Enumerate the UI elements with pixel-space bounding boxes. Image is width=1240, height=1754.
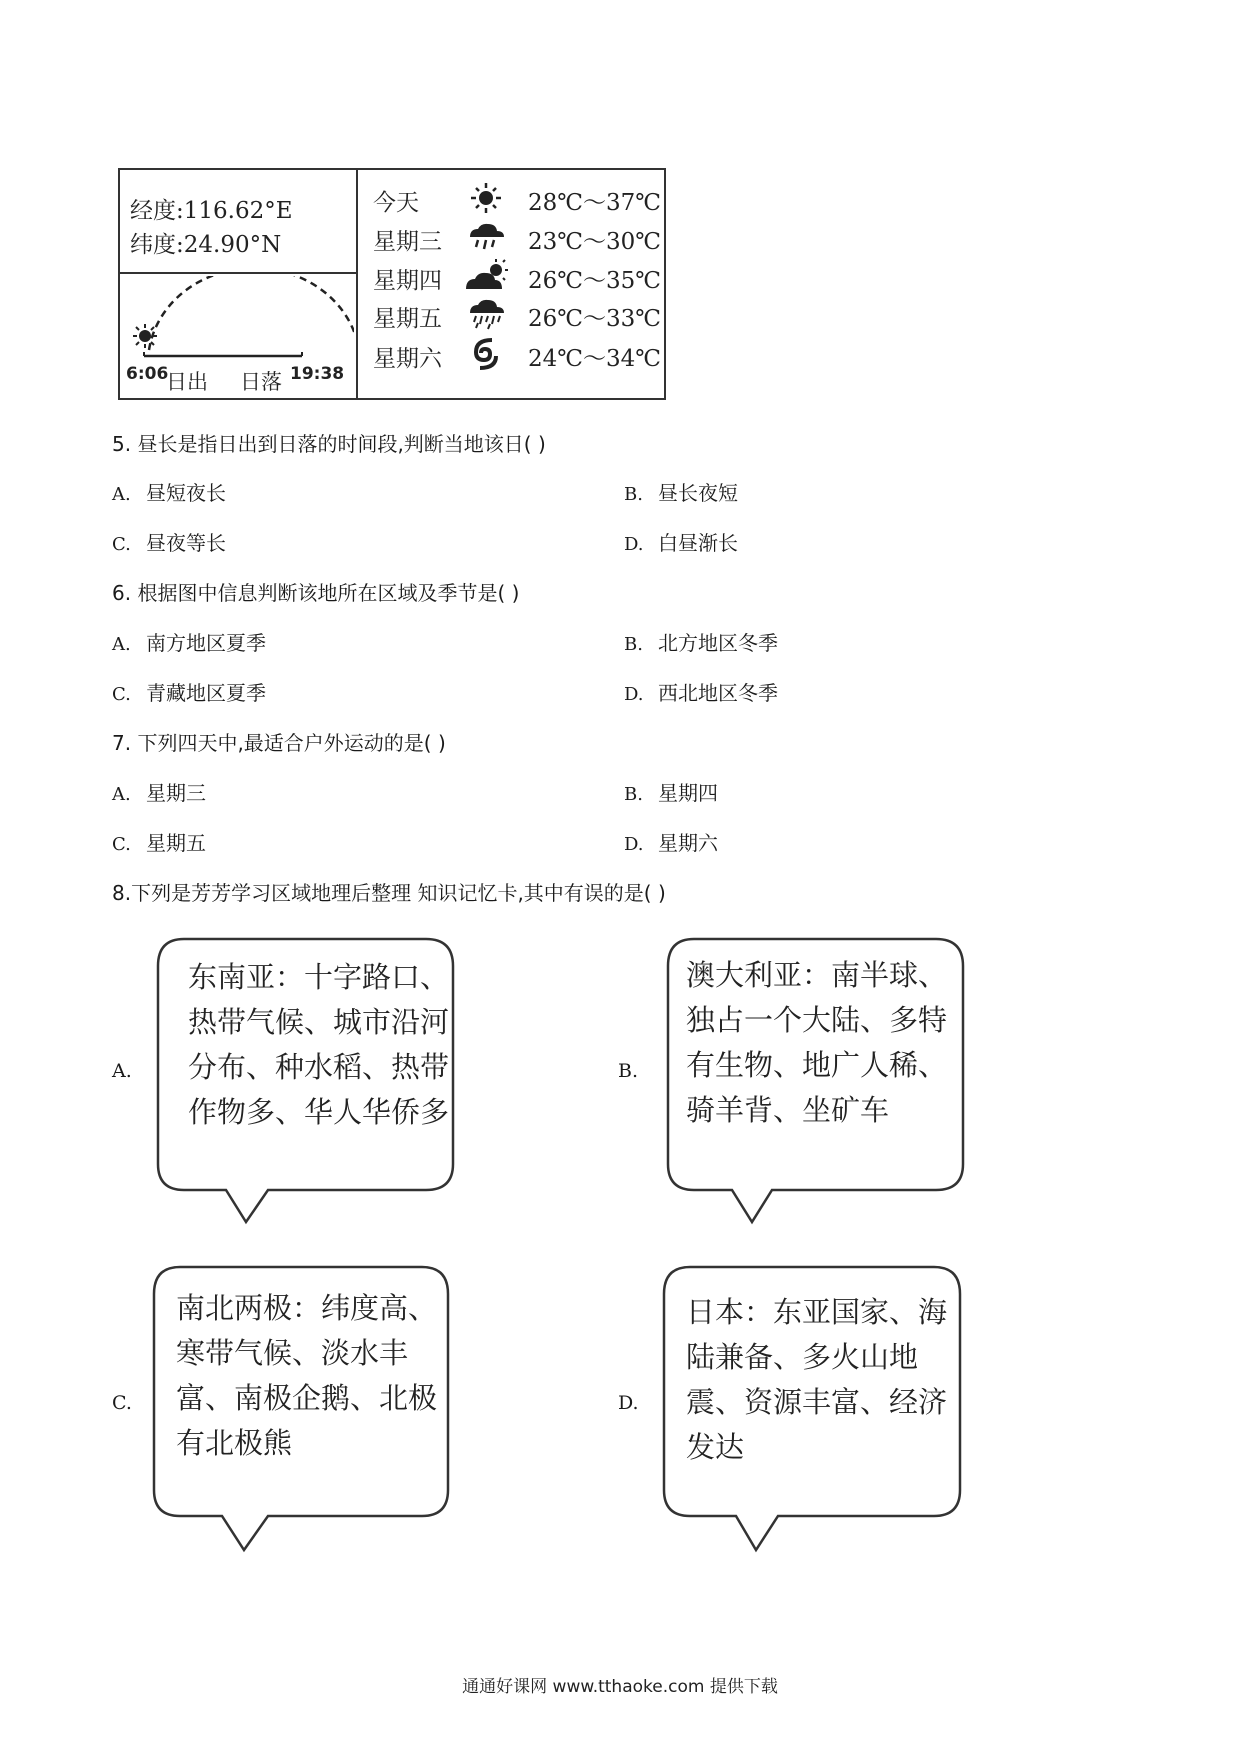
forecast-day: 星期四	[373, 268, 442, 294]
question-5-stem: 5. 昼长是指日出到日落的时间段,判断当地该日( )	[112, 432, 546, 456]
sunrise-time: 6:06	[126, 364, 169, 384]
longitude-text: 经度:116.62°E	[130, 198, 293, 224]
forecast-temp: 23℃～30℃	[528, 229, 661, 255]
question-6-option-b[interactable]	[624, 627, 778, 656]
option-text: 北方地区冬季	[658, 631, 778, 655]
option-letter: D.	[624, 534, 644, 555]
option-letter: B.	[624, 634, 643, 655]
question-7-option-c[interactable]	[112, 827, 206, 856]
sunset-label: 日落	[240, 370, 282, 394]
option-letter: D.	[624, 684, 644, 705]
figure-divider	[356, 168, 358, 400]
forecast-day: 星期六	[373, 346, 442, 372]
question-7-stem: 7. 下列四天中,最适合户外运动的是( )	[112, 731, 446, 755]
rain-icon	[464, 221, 508, 253]
latitude-text: 纬度:24.90°N	[130, 232, 282, 258]
option-text: 白昼渐长	[658, 531, 738, 555]
option-text: 星期五	[146, 831, 206, 855]
card-b-text: 澳大利亚：南半球、 独占一个大陆、多特 有生物、地广人稀、 骑羊背、坐矿车	[686, 958, 948, 1127]
sunset-time: 19:38	[290, 364, 345, 384]
figure-divider	[118, 272, 357, 274]
card-d-text: 日本：东亚国家、海 陆兼备、多火山地 震、资源丰富、经济 发达	[686, 1295, 948, 1464]
option-letter: B.	[624, 784, 643, 805]
typhoon-icon	[464, 338, 508, 370]
option-text: 西北地区冬季	[658, 681, 778, 705]
card-c-text: 南北两极：纬度高、 寒带气候、淡水丰 富、南极企鹅、北极 有北极熊	[176, 1291, 438, 1460]
question-5-option-c[interactable]	[112, 527, 226, 556]
question-7-option-b[interactable]	[624, 777, 718, 806]
option-text: 昼夜等长	[146, 531, 226, 555]
option-text: 昼短夜长	[146, 481, 226, 505]
partly-cloudy-icon	[464, 259, 508, 291]
question-8-stem: 8.下列是芳芳学习区域地理后整理 知识记忆卡,其中有误的是( )	[112, 881, 666, 905]
option-letter: C.	[112, 834, 131, 855]
question-7-option-d[interactable]	[624, 827, 718, 856]
heavy-rain-icon	[464, 298, 508, 330]
option-letter: A.	[112, 784, 131, 805]
question-6-stem: 6. 根据图中信息判断该地所在区域及季节是( )	[112, 581, 520, 605]
option-letter: B.	[624, 484, 643, 505]
forecast-day: 星期三	[373, 229, 442, 255]
option-text: 南方地区夏季	[146, 631, 266, 655]
card-a-letter: A.	[112, 1060, 132, 1082]
card-d-letter: D.	[618, 1392, 639, 1414]
forecast-day: 今天	[373, 190, 419, 216]
forecast-day: 星期五	[373, 306, 442, 332]
option-letter: C.	[112, 684, 131, 705]
question-6-option-d[interactable]	[624, 677, 778, 706]
option-letter: C.	[112, 534, 131, 555]
sunny-icon	[464, 182, 508, 214]
sunrise-label: 日出	[166, 370, 208, 394]
card-b-letter: B.	[618, 1060, 639, 1082]
option-text: 星期四	[658, 781, 718, 805]
forecast-temp: 28℃～37℃	[528, 190, 661, 216]
option-text: 昼长夜短	[658, 481, 738, 505]
option-text: 星期三	[146, 781, 206, 805]
forecast-temp: 26℃～33℃	[528, 306, 661, 332]
option-letter: D.	[624, 834, 644, 855]
option-letter: A.	[112, 484, 131, 505]
option-text: 星期六	[658, 831, 718, 855]
question-5-option-a[interactable]	[112, 477, 226, 506]
card-a-text: 东南亚：十字路口、 热带气候、城市沿河 分布、种水稻、热带 作物多、华人华侨多	[188, 960, 450, 1129]
sun-icon	[133, 324, 157, 348]
question-7-option-a[interactable]	[112, 777, 206, 806]
question-6-option-c[interactable]	[112, 677, 266, 706]
forecast-temp: 26℃～35℃	[528, 268, 661, 294]
footer-text: 通通好课网 www.tthaoke.com 提供下载	[462, 1677, 778, 1697]
forecast-temp: 24℃～34℃	[528, 346, 661, 372]
question-6-option-a[interactable]	[112, 627, 266, 656]
card-c-letter: C.	[112, 1392, 132, 1414]
option-text: 青藏地区夏季	[146, 681, 266, 705]
question-5-option-d[interactable]	[624, 527, 738, 556]
question-5-option-b[interactable]	[624, 477, 738, 506]
option-letter: A.	[112, 634, 131, 655]
